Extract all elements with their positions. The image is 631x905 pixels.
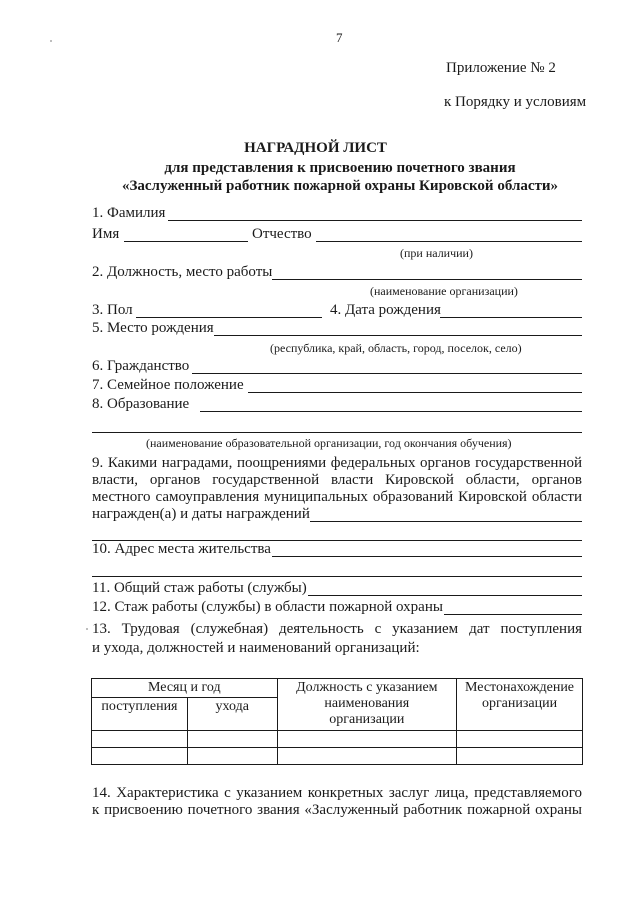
field-awards-text-3: местного самоуправления муниципальных образований Кировской области bbox=[92, 489, 582, 505]
field-birthdate-line[interactable] bbox=[440, 317, 582, 318]
field-birthplace-label: 5. Место рождения bbox=[92, 320, 214, 336]
field-total-exp-label: 11. Общий стаж работы (службы) bbox=[92, 580, 307, 596]
table-cell[interactable] bbox=[92, 731, 188, 748]
field-surname-line[interactable] bbox=[168, 220, 582, 221]
field-education-line[interactable] bbox=[200, 411, 582, 412]
scan-speck bbox=[86, 628, 88, 630]
table-cell[interactable] bbox=[457, 748, 583, 765]
field-sex-label: 3. Пол bbox=[92, 302, 133, 318]
table-header-entry: поступления bbox=[92, 698, 188, 731]
field-birthplace-hint: (республика, край, область, город, поселок, село) bbox=[270, 341, 522, 355]
table-cell[interactable] bbox=[187, 731, 277, 748]
field-awards-text-1: 9. Какими наградами, поощрениями федеральных органов государственной bbox=[92, 455, 582, 471]
field-patronymic-label: Отчество bbox=[252, 226, 312, 242]
field-position-line[interactable] bbox=[272, 279, 582, 280]
field-fire-exp-line[interactable] bbox=[444, 614, 582, 615]
field-patronymic-line[interactable] bbox=[316, 241, 582, 242]
field-address-line-2[interactable] bbox=[92, 576, 582, 577]
appendix-label: Приложение № 2 bbox=[446, 60, 556, 76]
table-cell[interactable] bbox=[92, 748, 188, 765]
field-sex-line[interactable] bbox=[136, 317, 322, 318]
field-birthdate-label: 4. Дата рождения bbox=[330, 302, 441, 318]
field-citizenship-label: 6. Гражданство bbox=[92, 358, 190, 374]
field-total-exp-line[interactable] bbox=[308, 595, 582, 596]
field-citizenship-line[interactable] bbox=[192, 373, 582, 374]
characteristic-text-2: к присвоению почетного звания «Заслуженный работник пожарной охраны bbox=[92, 802, 582, 818]
work-history-table bbox=[91, 678, 583, 765]
table-header-leave: ухода bbox=[187, 698, 277, 731]
field-labor-text-2: и ухода, должностей и наименований организаций: bbox=[92, 640, 420, 656]
field-position-label: 2. Должность, место работы bbox=[92, 264, 273, 280]
table-header-month-year: Месяц и год bbox=[92, 679, 278, 698]
field-awards-line[interactable] bbox=[310, 521, 582, 522]
field-name-label: Имя bbox=[92, 226, 120, 242]
field-position-hint: (наименование организации) bbox=[370, 284, 518, 298]
field-birthplace-line[interactable] bbox=[214, 335, 582, 336]
field-patronymic-hint: (при наличии) bbox=[400, 246, 473, 260]
field-name-line[interactable] bbox=[124, 241, 248, 242]
field-family-label: 7. Семейное положение bbox=[92, 377, 244, 393]
table-cell[interactable] bbox=[187, 748, 277, 765]
characteristic-text-1: 14. Характеристика с указанием конкретных заслуг лица, представляемого bbox=[92, 785, 582, 801]
table-row bbox=[92, 748, 583, 765]
scan-speck bbox=[50, 40, 52, 42]
document-subtitle-2: «Заслуженный работник пожарной охраны Кировской области» bbox=[121, 178, 559, 194]
field-address-label: 10. Адрес места жительства bbox=[92, 541, 271, 557]
table-header-location: Местонахождение организации bbox=[457, 679, 583, 731]
procedure-label: к Порядку и условиям bbox=[444, 94, 587, 110]
table-cell[interactable] bbox=[277, 748, 456, 765]
table-cell[interactable] bbox=[277, 731, 456, 748]
field-address-line[interactable] bbox=[272, 556, 582, 557]
table-cell[interactable] bbox=[457, 731, 583, 748]
table-row bbox=[92, 731, 583, 748]
page-number: 7 bbox=[336, 30, 343, 45]
document-title: НАГРАДНОЙ ЛИСТ bbox=[244, 140, 387, 156]
field-awards-text-4: награжден(а) и даты награждений bbox=[92, 506, 310, 522]
document-subtitle-1: для представления к присвоению почетного звания bbox=[164, 160, 516, 176]
field-awards-text-2: власти, органов государственной власти Кировской области, органов bbox=[92, 472, 582, 488]
field-fire-exp-label: 12. Стаж работы (службы) в области пожарной охраны bbox=[92, 599, 443, 615]
field-surname-label: 1. Фамилия bbox=[92, 205, 166, 221]
field-education-line-2[interactable] bbox=[92, 432, 582, 433]
field-labor-text-1: 13. Трудовая (служебная) деятельность с указанием дат поступления bbox=[92, 621, 582, 637]
table-header-position: Должность с указанием наименования организации bbox=[277, 679, 456, 731]
field-education-hint: (наименование образовательной организации, год окончания обучения) bbox=[146, 436, 512, 450]
field-family-line[interactable] bbox=[248, 392, 582, 393]
field-education-label: 8. Образование bbox=[92, 396, 190, 412]
